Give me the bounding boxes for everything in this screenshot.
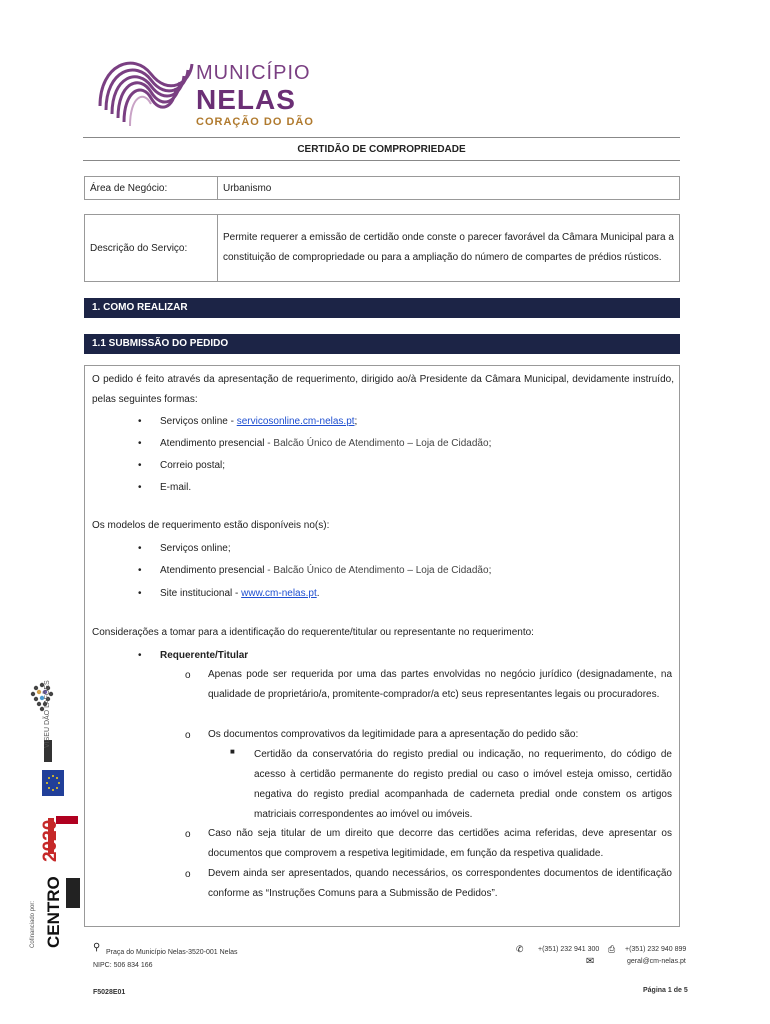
service-description: Permite requerer a emissão de certidão onde conste o parecer favorável da Câmara Municipal para a constituição de compropriedade ou para a ampliação do número de compartes de prédios rústicos. xyxy=(218,215,680,282)
bullet-icon: • xyxy=(138,416,142,427)
service-label: Descrição do Serviço: xyxy=(85,215,218,282)
footer-nipc: NIPC: 506 834 166 xyxy=(93,962,153,969)
footer-address: Praça do Município Nelas-3520-001 Nelas xyxy=(106,949,238,956)
municipality-logo xyxy=(96,40,196,130)
list-item: Site institucional - www.cm-nelas.pt. xyxy=(160,588,320,599)
email-icon: ✉ xyxy=(586,956,595,967)
footer-phone: +(351) 232 941 300 xyxy=(538,946,600,953)
cofin-label: Cofinanciado por: xyxy=(30,900,36,948)
req-item: Caso não seja titular de um direito que decorre das certidões acima referidas, deve apresentar os documentos que comprovem a respetiva legitimidade, em função da respetiva qualidade. xyxy=(208,828,672,859)
fax-icon: ⎙ xyxy=(608,944,616,954)
bullet-icon: • xyxy=(138,588,142,599)
circle-bullet-icon: o xyxy=(185,869,191,880)
circle-bullet-icon: o xyxy=(185,829,191,840)
footer-fax: +(351) 232 940 899 xyxy=(625,946,687,953)
bullet-icon: • xyxy=(138,543,142,554)
req-item: Apenas pode ser requerida por uma das partes envolvidas no negócio jurídico (designadamente, na qualidade de proprietário/a, promitente-comprador/a etc) seus representantes legais ou procuradores. xyxy=(208,669,672,700)
considerations-intro: Considerações a tomar para a identificação do requerente/titular ou representante no requerimento: xyxy=(92,627,534,638)
models-intro: Os modelos de requerimento estão disponíveis no(s): xyxy=(92,520,330,531)
requerente-title: Requerente/Titular xyxy=(160,650,249,661)
bullet-icon: • xyxy=(138,650,142,661)
visao-label: VISEU DÃO LAFÕES xyxy=(44,680,51,748)
document-title: CERTIDÃO DE COMPROPRIEDADE xyxy=(297,144,466,155)
bullet-icon: • xyxy=(138,482,142,493)
logo-mark-icon xyxy=(96,40,196,130)
list-item: Atendimento presencial - Balcão Único de Atendimento – Loja de Cidadão; xyxy=(160,438,492,449)
bullet-icon: • xyxy=(138,460,142,471)
phone-icon: ✆ xyxy=(516,944,524,954)
area-label: Área de Negócio: xyxy=(85,177,218,200)
section-heading-submissao: 1.1 SUBMISSÃO DO PEDIDO xyxy=(84,334,680,354)
divider xyxy=(83,160,680,161)
service-table xyxy=(84,214,680,282)
footer-email: geral@cm-nelas.pt xyxy=(627,958,686,965)
list-item: E-mail. xyxy=(160,482,192,493)
logo-text-tagline: CORAÇÃO DO DÃO xyxy=(196,116,314,128)
location-pin-icon: ⚲ xyxy=(93,942,101,953)
centro-label: CENTRO xyxy=(44,876,63,948)
list-item: Atendimento presencial - Balcão Único de Atendimento – Loja de Cidadão; xyxy=(160,565,492,576)
intro-paragraph: O pedido é feito através da apresentação de requerimento, dirigido ao/à Presidente da Câmara Municipal, devidamente instruído, pelas seguintes formas: xyxy=(92,374,674,405)
list-item: Serviços online; xyxy=(160,543,231,554)
req-subitem: Certidão da conservatória do registo predial ou indicação, no requerimento, do código de acesso à certidão permanente do registo predial ou caso o imóvel esteja omisso, certidão negativa do registo predial acompanhada de caderneta predial onde constem os artigos matriciais correspondentes ao imóvel ou imóveis. xyxy=(254,749,672,820)
page-number: Página 1 de 5 xyxy=(643,987,688,994)
list-item: Correio postal; xyxy=(160,460,226,471)
area-value: Urbanismo xyxy=(218,177,680,200)
list-item: Serviços online - servicosonline.cm-nelas.pt; xyxy=(160,416,358,427)
bullet-icon: • xyxy=(138,438,142,449)
circle-bullet-icon: o xyxy=(185,730,191,741)
req-item: Devem ainda ser apresentados, quando necessários, os correspondentes documentos de identificação conforme as “Instruções Comuns para a Submissão de Pedidos”. xyxy=(208,868,672,899)
divider xyxy=(83,137,680,138)
area-table xyxy=(84,176,680,200)
logo-text-nelas: NELAS xyxy=(196,84,296,115)
site-link[interactable]: www.cm-nelas.pt xyxy=(241,588,317,599)
circle-bullet-icon: o xyxy=(185,670,191,681)
servicos-online-link[interactable]: servicosonline.cm-nelas.pt xyxy=(236,416,355,427)
square-bullet-icon: ■ xyxy=(230,747,235,756)
section-heading-como-realizar: 1. COMO REALIZAR xyxy=(84,298,680,318)
bullet-icon: • xyxy=(138,565,142,576)
logo-text-municipio: MUNICÍPIO xyxy=(196,62,311,84)
footer-code: F5028E01 xyxy=(93,989,126,996)
centro2020-label: 2020 xyxy=(40,819,61,862)
req-item: Os documentos comprovativos da legitimidade para a apresentação do pedido são: xyxy=(208,729,579,740)
